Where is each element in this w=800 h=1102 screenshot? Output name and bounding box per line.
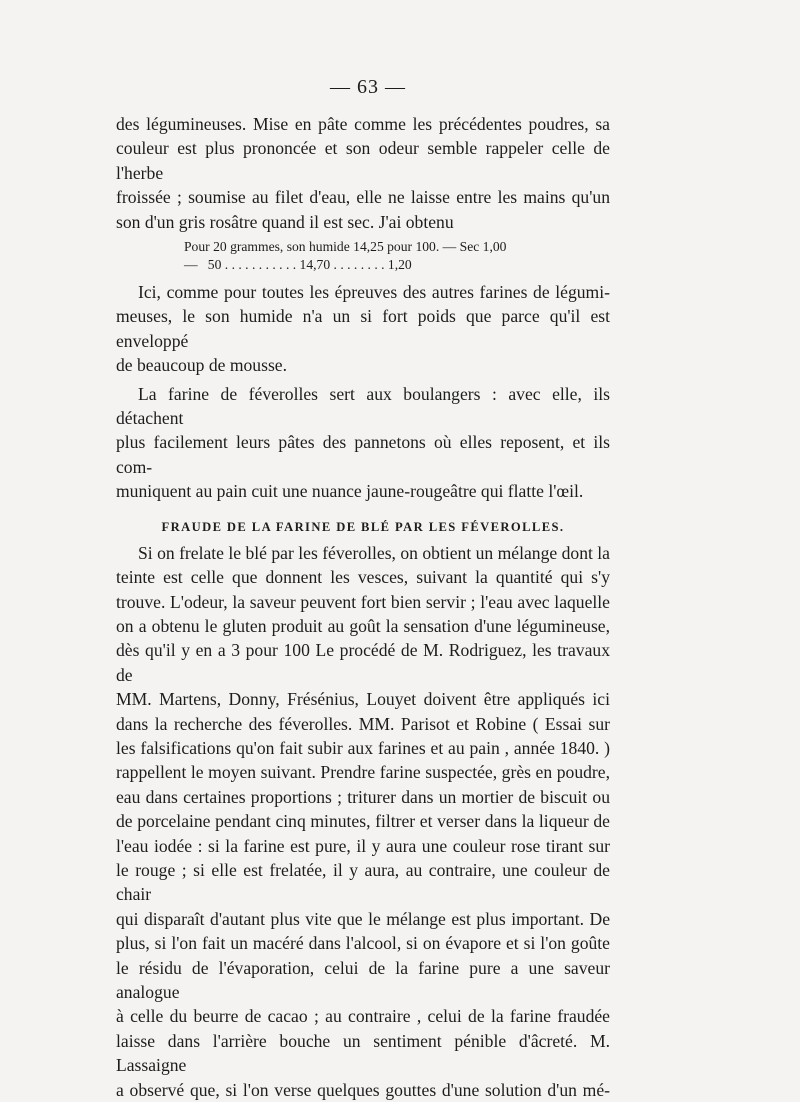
text-line: qui disparaît d'autant plus vite que le mélange est plus important. De — [116, 908, 610, 929]
text-line: les falsifications qu'on fait subir aux farines et au pain , année 1840. ) — [116, 737, 610, 758]
measurement-text: Pour 20 grammes, son humide 14,25 pour 100. — Sec 1,00 — [184, 239, 507, 255]
text-line: de porcelaine pendant cinq minutes, filtrer et verser dans la liqueur de — [116, 811, 610, 832]
text-line: dans la recherche des féverolles. MM. Parisot et Robine ( Essai sur — [116, 713, 610, 734]
paragraph-1 — [116, 112, 610, 234]
text-line: eau dans certaines proportions ; triturer dans un mortier de biscuit ou — [116, 786, 610, 807]
measurement-row — [116, 256, 610, 274]
measurement-lines — [116, 238, 610, 274]
text-line: le rouge ; si elle est frelatée, il y aura, au contraire, une couleur de chair — [116, 859, 610, 905]
page-number: — 63 — — [330, 76, 406, 98]
text-line: laisse dans l'arrière bouche un sentiment pénible d'âcreté. M. Lassaigne — [116, 1030, 610, 1076]
paragraph-3 — [116, 382, 610, 504]
text-line: dès qu'il y en a 3 pour 100 Le procédé de M. Rodriguez, les travaux de — [116, 640, 610, 685]
measurement-row — [116, 238, 610, 256]
text-line: rappellent le moyen suivant. Prendre farine suspectée, grès en poudre, — [116, 762, 610, 783]
text-line: à celle du beurre de cacao ; au contraire , celui de la farine fraudée — [116, 1006, 610, 1027]
text-line: son d'un gris rosâtre quand il est sec. J'ai obtenu — [116, 211, 454, 232]
text-line: on a obtenu le gluten produit au goût la sensation d'une légumineuse, — [116, 615, 610, 636]
text-line: des légumineuses. Mise en pâte comme les précédentes poudres, sa — [116, 114, 610, 134]
body-text — [116, 112, 610, 1102]
text-line: de beaucoup de mousse. — [116, 355, 287, 376]
text-line: le résidu de l'évaporation, celui de la farine pure a une saveur analogue — [116, 957, 610, 1002]
measurement-text: — 50 . . . . . . . . . . . 14,70 . . . . . . . . 1,20 — [184, 257, 412, 273]
text-line: a observé que, si l'on verse quelques gouttes d'une solution d'un mé- — [116, 1079, 610, 1100]
text-line: meuses, le son humide n'a un si fort poids que parce qu'il est enveloppé — [116, 306, 610, 351]
text-line: muniquent au pain cuit une nuance jaune-rougeâtre qui flatte l'œil. — [116, 481, 584, 502]
paragraph-2 — [116, 280, 610, 378]
text-line: La farine de féverolles sert aux boulangers : avec elle, ils détachent — [116, 383, 610, 429]
text-line: plus facilement leurs pâtes des pannetons où elles reposent, et ils com- — [116, 432, 610, 477]
text-line: froissée ; soumise au filet d'eau, elle ne laisse entre les mains qu'un — [116, 187, 610, 208]
text-line: trouve. L'odeur, la saveur peuvent fort bien servir ; l'eau avec laquelle — [116, 591, 610, 612]
text-line: l'eau iodée : si la farine est pure, il y aura une couleur rose tirant sur — [116, 835, 610, 856]
text-line: plus, si l'on fait un macéré dans l'alcool, si on évapore et si l'on goûte — [116, 933, 610, 954]
text-line: couleur est plus prononcée et son odeur semble rappeler celle de l'herbe — [116, 138, 610, 183]
text-line: Ici, comme pour toutes les épreuves des autres farines de légumi- — [138, 282, 610, 303]
text-line: Si on frelate le blé par les féverolles, on obtient un mélange dont la — [138, 542, 610, 563]
section-heading: FRAUDE DE LA FARINE DE BLÉ PAR LES FÉVEROLLES. — [161, 519, 565, 534]
text-line: teinte est celle que donnent les vesces, suivant la quantité qui s'y — [116, 567, 610, 588]
paragraph-4 — [116, 541, 610, 1102]
text-line: MM. Martens, Donny, Frésénius, Louyet doivent être appliqués ici — [116, 689, 610, 710]
